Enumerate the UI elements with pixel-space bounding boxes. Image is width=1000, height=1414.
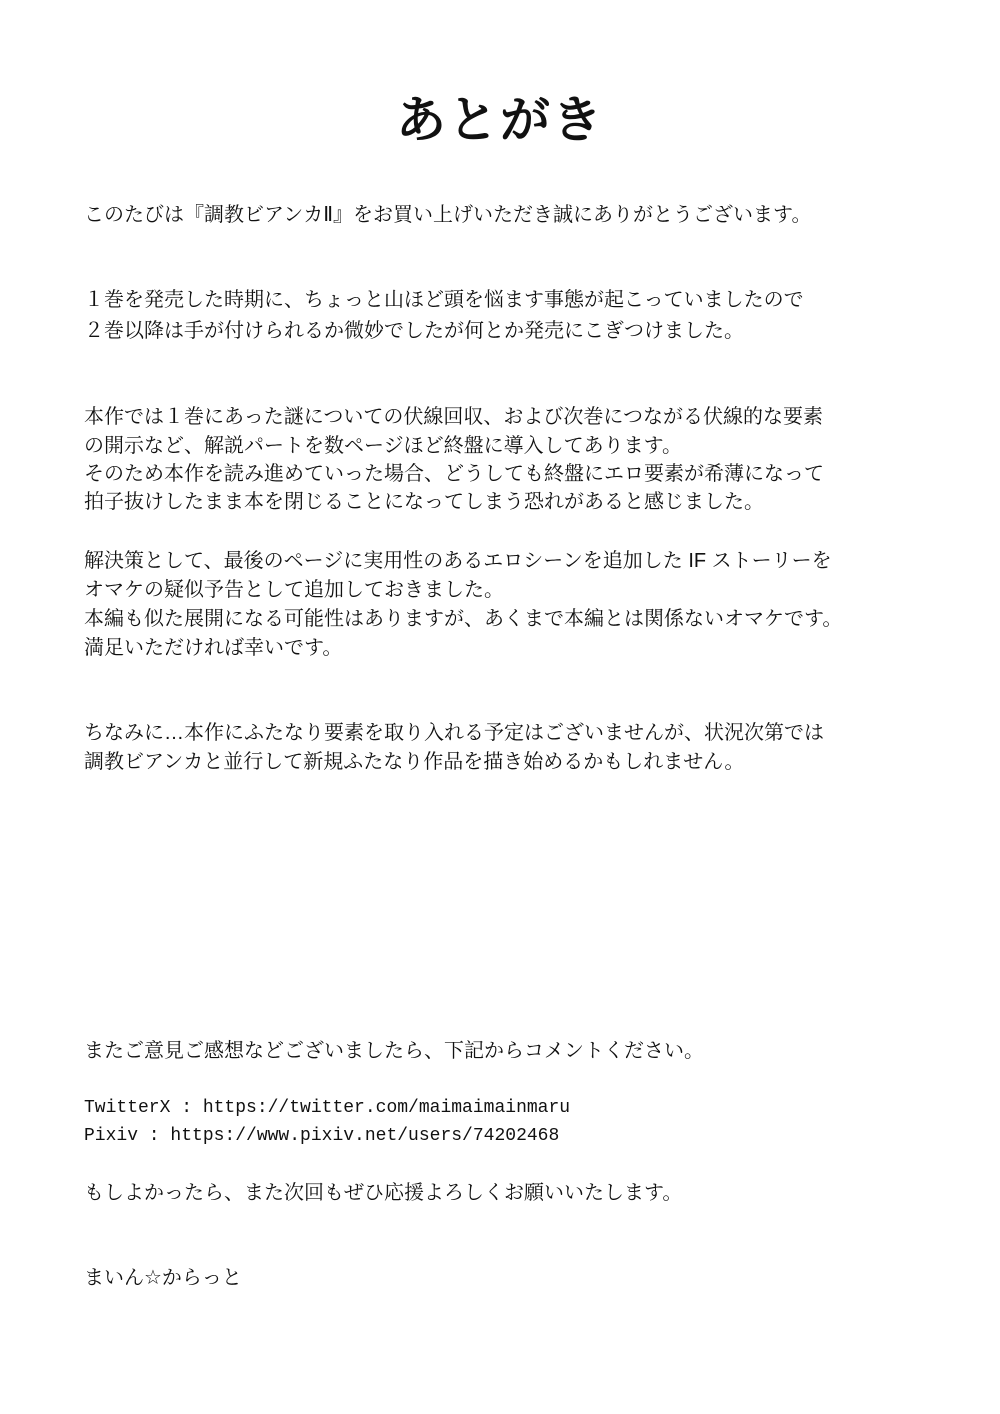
pixiv-link: Pixiv : https://www.pixiv.net/users/74202468 xyxy=(84,1126,560,1146)
twitter-link: TwitterX : https://twitter.com/maimaimainmaru xyxy=(84,1098,571,1118)
paragraph-line: オマケの疑似予告として追加しておきました。 xyxy=(84,579,504,601)
paragraph-line: の開示など、解説パートを数ページほど終盤に導入してあります。 xyxy=(84,435,682,457)
paragraph-line: 解決策として、最後のページに実用性のあるエロシーンを追加した IF ストーリーを xyxy=(84,550,832,572)
paragraph-line: そのため本作を読み進めていった場合、どうしても終盤にエロ要素が希薄になって xyxy=(84,463,824,485)
closing-text: もしよかったら、また次回もぜひ応援よろしくお願いいたします。 xyxy=(84,1182,683,1204)
paragraph-line: ちなみに…本作にふたなり要素を取り入れる予定はございませんが、状況次第では xyxy=(84,722,824,744)
page-title: あとがき xyxy=(396,92,604,148)
paragraph-line: 本編も似た展開になる可能性はありますが、あくまで本編とは関係ないオマケです。 xyxy=(84,608,843,630)
paragraph-line: ２巻以降は手が付けられるか微妙でしたが何とか発売にこぎつけました。 xyxy=(84,320,744,342)
comment-request: またご意見ご感想などございましたら、下記からコメントください。 xyxy=(84,1040,704,1062)
paragraph-line: 拍子抜けしたまま本を閉じることになってしまう恐れがあると感じました。 xyxy=(84,491,764,513)
paragraph-line: １巻を発売した時期に、ちょっと山ほど頭を悩ます事態が起こっていましたので xyxy=(84,289,804,311)
thanks-text: このたびは『調教ビアンカⅡ』をお買い上げいただき誠にありがとうございます。 xyxy=(84,204,812,226)
paragraph-line: 調教ビアンカと並行して新規ふたなり作品を描き始めるかもしれません。 xyxy=(84,751,745,773)
paragraph-line: 満足いただければ幸いです。 xyxy=(84,637,343,659)
paragraph-line: 本作では１巻にあった謎についての伏線回収、および次巻につながる伏線的な要素 xyxy=(84,406,823,428)
author-signature: まいん☆からっと xyxy=(84,1267,242,1289)
